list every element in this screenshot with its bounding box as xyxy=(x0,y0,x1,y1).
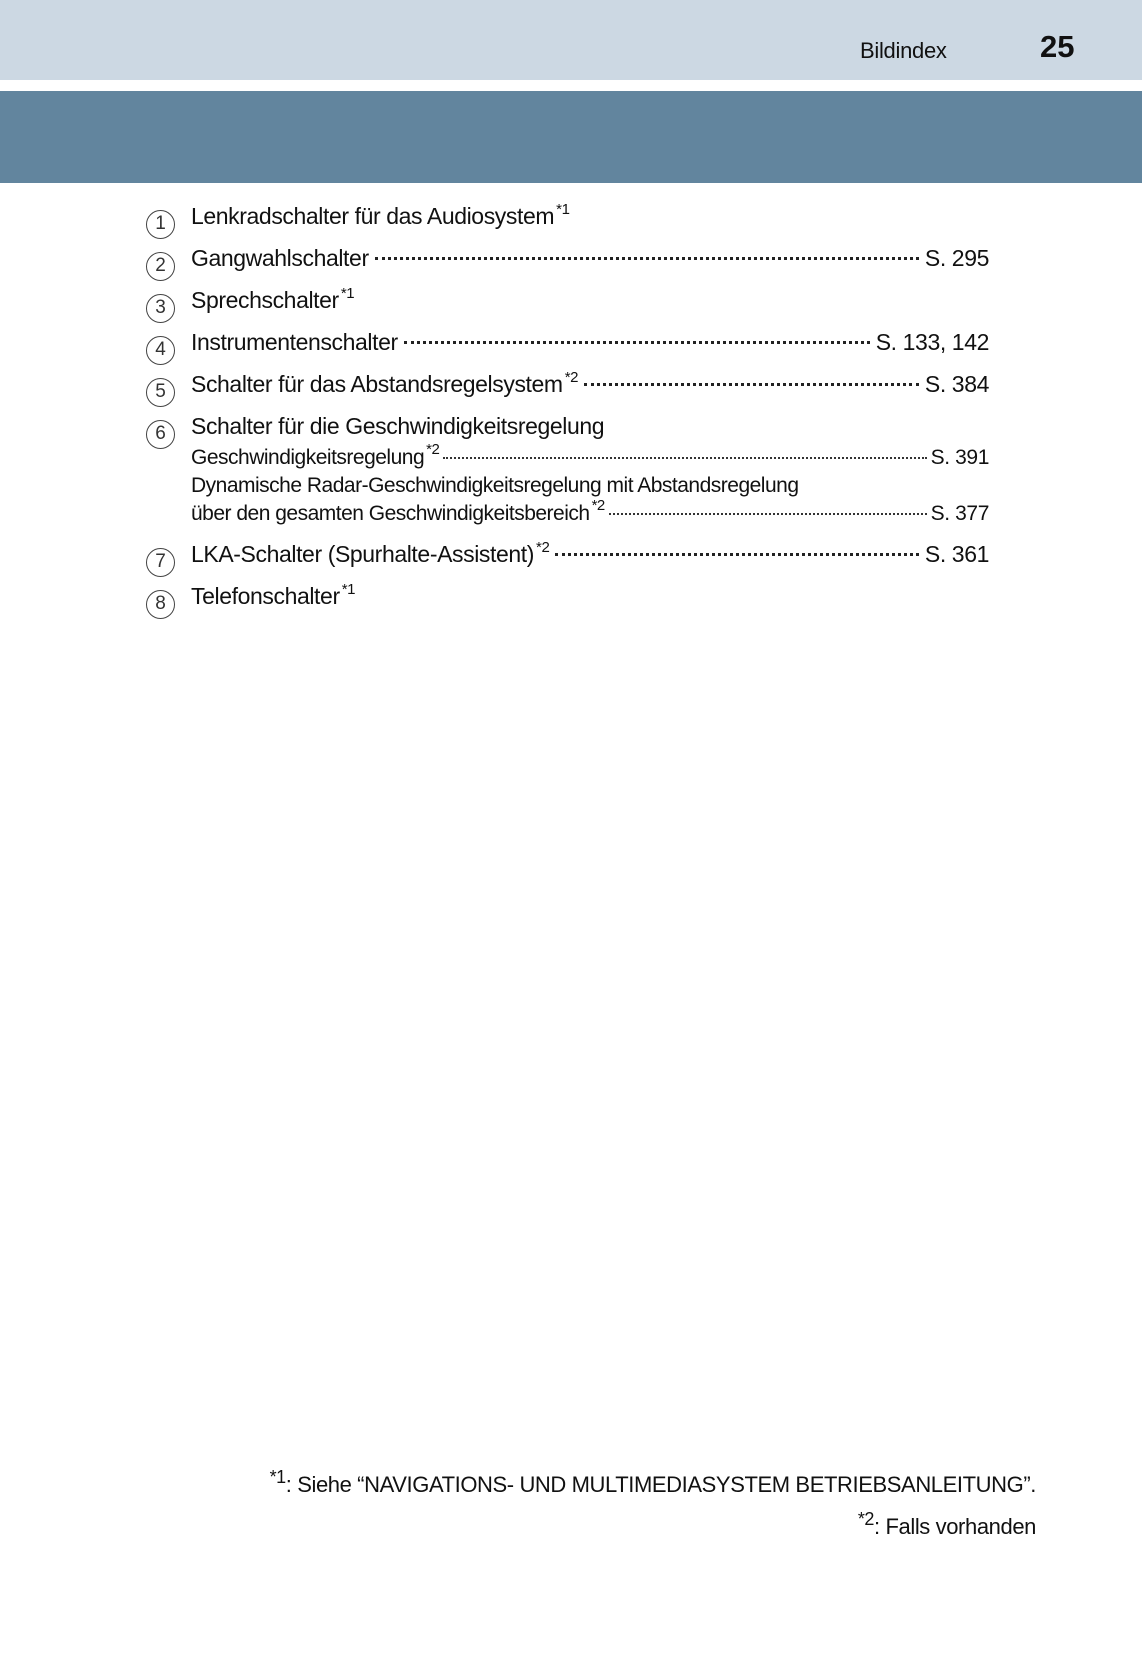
picture-index-list xyxy=(146,203,989,625)
page-reference-link[interactable]: S. 391 xyxy=(930,446,989,469)
item-label[interactable]: Schalter für die Geschwindigkeitsregelung xyxy=(191,413,605,439)
index-item-4 xyxy=(146,329,989,360)
footnote-mark: *2 xyxy=(857,1509,875,1529)
index-item-5 xyxy=(146,371,989,402)
item-label[interactable]: LKA-Schalter (Spurhalte-Assistent) $^{*2}$ xyxy=(191,539,550,567)
footnote-text: : Siehe “NAVIGATIONS- UND MULTIMEDIASYSTEM BETRIEBSANLEITUNG”. xyxy=(285,1472,1036,1497)
index-item-8 xyxy=(146,583,989,614)
sub-entry-list xyxy=(191,441,989,530)
item-number-badge: 5 xyxy=(146,378,175,407)
index-item-2 xyxy=(146,245,989,276)
footnote-mark: *1 xyxy=(269,1467,286,1487)
header-band xyxy=(0,0,1142,80)
item-number-badge: 1 xyxy=(146,210,175,239)
page-reference-link[interactable]: S. 295 xyxy=(924,245,989,271)
leader-dots xyxy=(375,257,919,260)
item-label[interactable]: Telefonschalter $^{*1}$ xyxy=(191,581,356,609)
footnotes xyxy=(269,1467,1036,1556)
sub-entry-label[interactable]: Geschwindigkeitsregelung $^{*2}$ xyxy=(191,441,440,469)
page-reference-link[interactable]: S. 384 xyxy=(924,371,989,397)
index-item-3 xyxy=(146,287,989,318)
footnote-ref: *1 xyxy=(341,581,356,598)
page-number: 25 xyxy=(1040,29,1075,64)
item-label[interactable]: Lenkradschalter für das Audiosystem $^{*1}$ xyxy=(191,201,570,229)
item-number-badge: 2 xyxy=(146,252,175,281)
leader-dots xyxy=(584,383,919,386)
index-item-1 xyxy=(146,203,989,234)
leader-dots xyxy=(609,513,927,515)
page-reference-link[interactable]: S. 361 xyxy=(924,541,989,567)
item-number-badge: 8 xyxy=(146,590,175,619)
item-number-badge: 7 xyxy=(146,548,175,577)
sub-entry-label[interactable]: über den gesamten Geschwindigkeitsbereich $^{*2}$ xyxy=(191,497,605,525)
item-label[interactable]: Sprechschalter $^{*1}$ xyxy=(191,285,355,313)
index-item-7 xyxy=(146,541,989,572)
footnote-1 xyxy=(269,1467,1036,1514)
footnote-ref: *2 xyxy=(536,539,550,556)
footnote-ref: *2 xyxy=(591,497,605,514)
leader-dots xyxy=(555,553,918,556)
index-item-6 xyxy=(146,413,989,530)
item-label[interactable]: Instrumentenschalter xyxy=(191,329,398,355)
item-label[interactable]: Schalter für das Abstandsregelsystem $^{*2}$ xyxy=(191,369,579,397)
item-number-badge: 4 xyxy=(146,336,175,365)
section-banner xyxy=(0,91,1142,183)
footnote-ref: *1 xyxy=(340,285,355,302)
page-reference-link[interactable]: S. 377 xyxy=(930,502,989,525)
item-number-badge: 6 xyxy=(146,420,175,449)
item-number-badge: 3 xyxy=(146,294,175,323)
section-title: Bildindex xyxy=(860,38,947,63)
page-reference-link[interactable]: S. 133, 142 xyxy=(875,329,989,355)
footnote-2 xyxy=(270,1509,1036,1556)
leader-dots xyxy=(404,341,870,344)
sub-entry xyxy=(191,497,989,530)
sub-entry-label[interactable]: Dynamische Radar-Geschwindigkeitsregelung mit Abstandsregelung xyxy=(191,474,799,497)
footnote-ref: *2 xyxy=(426,441,440,458)
sub-entry xyxy=(191,474,989,502)
item-label[interactable]: Gangwahlschalter xyxy=(191,245,369,271)
footnote-ref: *1 xyxy=(556,201,570,218)
sub-entry xyxy=(191,441,989,474)
leader-dots xyxy=(443,457,926,459)
footnote-text: : Falls vorhanden xyxy=(874,1514,1036,1539)
footnote-ref: *2 xyxy=(564,369,579,386)
